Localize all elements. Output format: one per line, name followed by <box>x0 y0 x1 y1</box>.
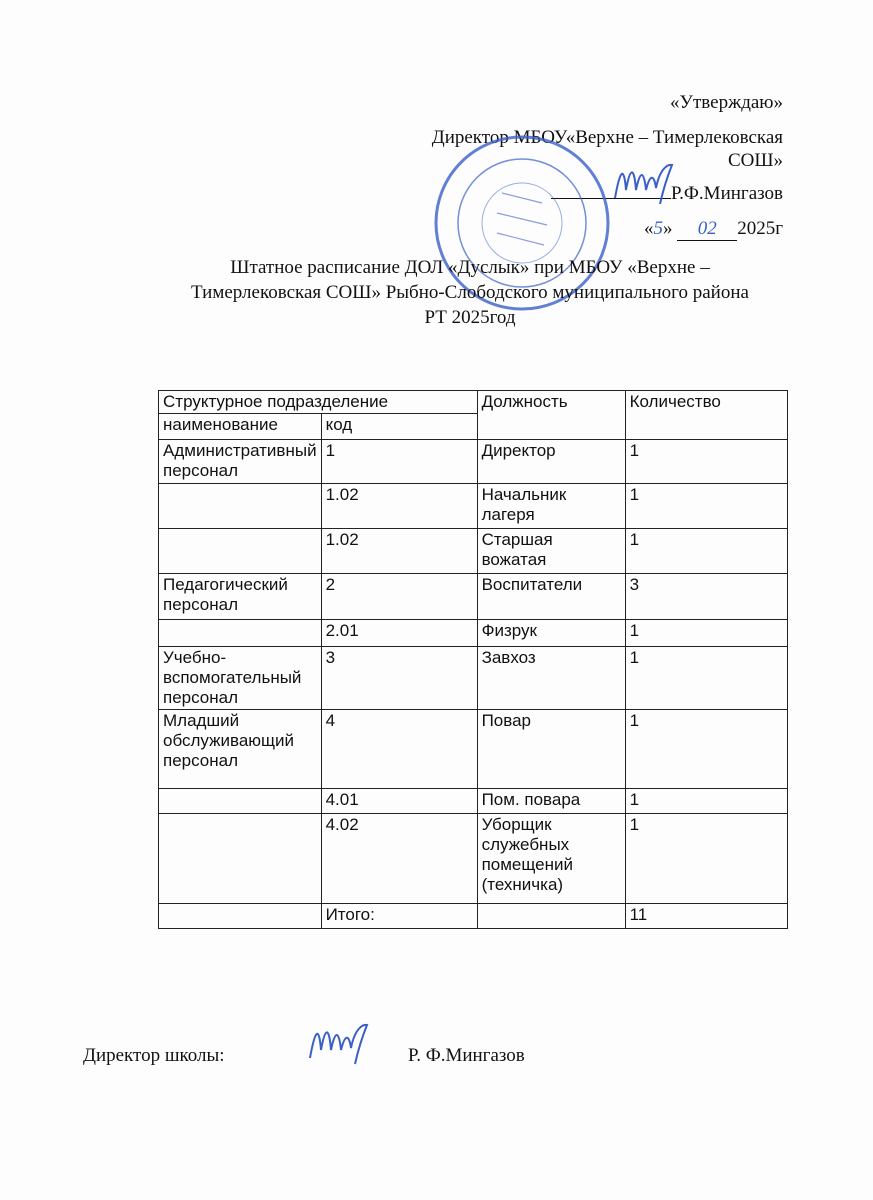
approver-name: Р.Ф.Мингазов <box>670 183 783 204</box>
date-day: 5 <box>653 218 663 239</box>
cell-code: 4.01 <box>321 789 477 814</box>
cell-count: 1 <box>625 814 787 904</box>
date-quote-close: » <box>662 218 673 239</box>
cell-name <box>159 484 322 529</box>
cell-count: 1 <box>625 647 787 710</box>
cell-count: 1 <box>625 529 787 574</box>
cell-position: Пом. повара <box>477 789 625 814</box>
date-year: 2025г <box>737 218 783 239</box>
cell-count: 1 <box>625 710 787 789</box>
cell-position: Директор <box>477 440 625 484</box>
signature-icon <box>610 160 680 205</box>
approval-heading: «Утверждаю» <box>670 92 783 113</box>
cell-count: 1 <box>625 789 787 814</box>
header-structural-unit: Структурное подразделение <box>159 391 478 414</box>
cell-code: 4.02 <box>321 814 477 904</box>
cell-code: 1.02 <box>321 484 477 529</box>
approval-line1: Директор МБОУ«Верхне – Тимерлековская <box>431 127 783 148</box>
total-empty <box>159 904 322 929</box>
cell-code: 4 <box>321 710 477 789</box>
cell-position: Уборщик служебных помещений (техничка) <box>477 814 625 904</box>
cell-name <box>159 620 322 647</box>
cell-name: Административный персонал <box>159 440 322 484</box>
cell-position: Повар <box>477 710 625 789</box>
approval-date <box>644 218 783 241</box>
cell-name: Младший обслуживающий персонал <box>159 710 322 789</box>
footer-label: Директор школы: <box>83 1045 225 1066</box>
header-name: наименование <box>159 414 322 440</box>
date-month: 02 <box>677 218 737 241</box>
cell-code: 2.01 <box>321 620 477 647</box>
approval-line2: СОШ» <box>727 150 783 171</box>
cell-count: 3 <box>625 574 787 620</box>
table-row <box>159 620 788 647</box>
table-row <box>159 710 788 789</box>
cell-position: Начальник лагеря <box>477 484 625 529</box>
header-position: Должность <box>477 391 625 440</box>
total-empty-2 <box>477 904 625 929</box>
footer-signature-icon <box>305 1020 375 1065</box>
cell-position: Воспитатели <box>477 574 625 620</box>
table-row <box>159 647 788 710</box>
cell-code: 2 <box>321 574 477 620</box>
table-row <box>159 814 788 904</box>
header-count: Количество <box>625 391 787 440</box>
cell-name: Учебно-вспомогательный персонал <box>159 647 322 710</box>
title-line2: Тимерлековская СОШ» Рыбно-Слободского муниципального района <box>191 282 749 303</box>
cell-code: 3 <box>321 647 477 710</box>
table-row <box>159 574 788 620</box>
document-title <box>150 255 790 330</box>
table-row <box>159 789 788 814</box>
staff-table <box>158 390 788 929</box>
cell-code: 1 <box>321 440 477 484</box>
cell-count: 1 <box>625 620 787 647</box>
table-row <box>159 440 788 484</box>
cell-position: Физрук <box>477 620 625 647</box>
total-label: Итого: <box>321 904 477 929</box>
cell-name <box>159 789 322 814</box>
cell-name <box>159 529 322 574</box>
table-row <box>159 484 788 529</box>
header-code: код <box>321 414 477 440</box>
footer-name: Р. Ф.Мингазов <box>408 1045 525 1066</box>
cell-position: Старшая вожатая <box>477 529 625 574</box>
date-quote-open: « <box>643 218 654 239</box>
cell-name: Педагогический персонал <box>159 574 322 620</box>
cell-count: 1 <box>625 484 787 529</box>
cell-name <box>159 814 322 904</box>
title-line3: РТ 2025год <box>424 307 516 328</box>
cell-code: 1.02 <box>321 529 477 574</box>
title-line1: Штатное расписание ДОЛ «Дуслык» при МБОУ «Верхне – <box>230 257 710 278</box>
table-row <box>159 529 788 574</box>
cell-count: 1 <box>625 440 787 484</box>
cell-position: Завхоз <box>477 647 625 710</box>
total-row <box>159 904 788 929</box>
total-value: 11 <box>625 904 787 929</box>
